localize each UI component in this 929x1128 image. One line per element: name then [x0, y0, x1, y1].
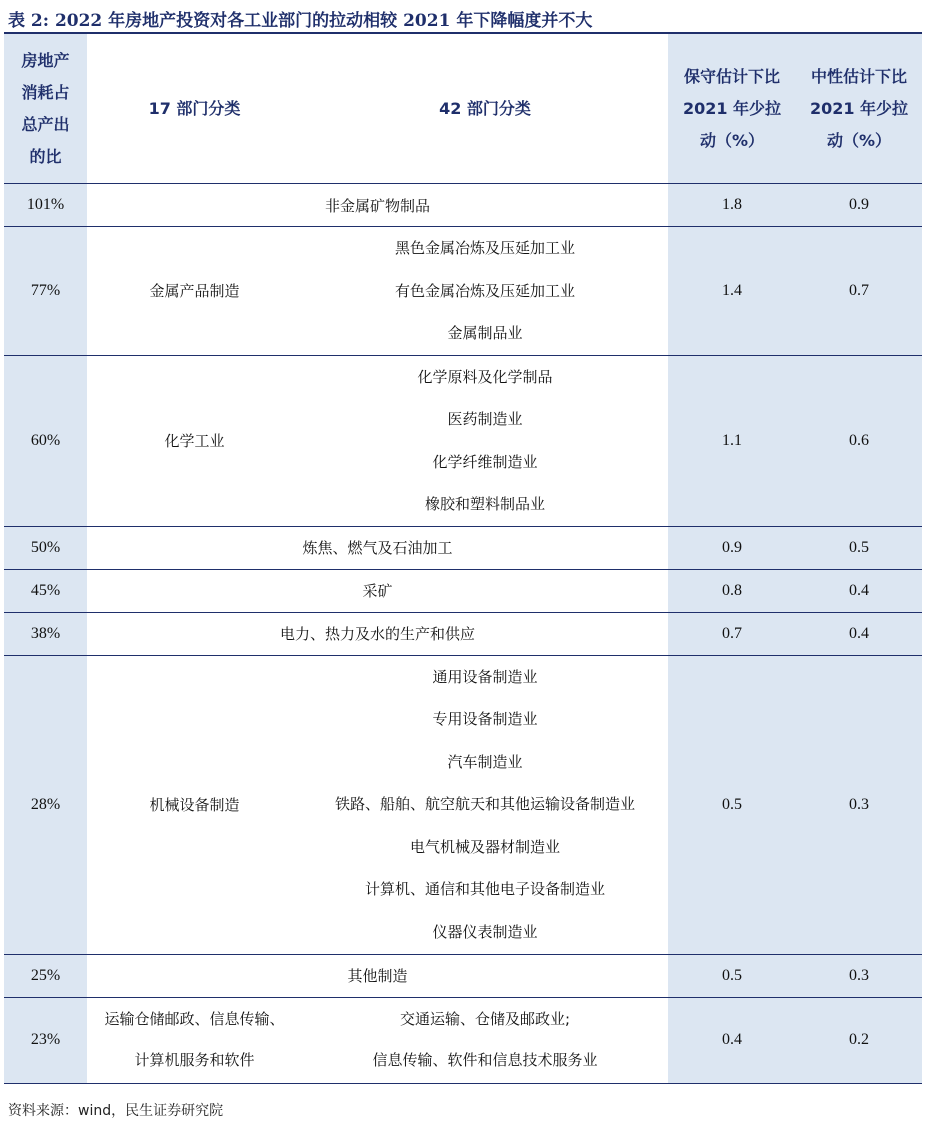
- conservative-cell: 0.7: [668, 612, 796, 655]
- neutral-cell: 0.6: [796, 355, 922, 526]
- table-title: 表 2: 2022 年房地产投资对各工业部门的拉动相较 2021 年下降幅度并不大: [8, 11, 593, 31]
- sector42-item: 计算机、通信和其他电子设备制造业: [364, 880, 605, 899]
- header-row: [4, 34, 922, 184]
- data-table: [4, 34, 922, 1084]
- sector17-cell: 金属产品制造: [87, 227, 302, 356]
- sector17-line: 计算机服务和软件: [134, 1051, 255, 1069]
- ratio-cell: 45%: [4, 569, 87, 612]
- table-row: [4, 655, 922, 954]
- table-row: [4, 526, 922, 569]
- sector42-item: 交通运输、仓储及邮政业;: [399, 1010, 571, 1028]
- sector42-item: 电气机械及器材制造业: [409, 837, 560, 856]
- sector17-cell: 化学工业: [87, 355, 302, 526]
- ratio-cell: 25%: [4, 954, 87, 997]
- sector42-cell: [302, 227, 668, 356]
- sector42-item: 铁路、船舶、航空航天和其他运输设备制造业: [334, 795, 635, 814]
- header-conservative: 保守估计下比 2021 年少拉 动（%）: [668, 34, 796, 184]
- sector-cell: 非金属矿物制品: [87, 184, 668, 227]
- sector42-item: 汽车制造业: [447, 752, 523, 771]
- sector42-cell: [302, 355, 668, 526]
- conservative-cell: 0.5: [668, 954, 796, 997]
- conservative-cell: 1.8: [668, 184, 796, 227]
- conservative-cell: 0.5: [668, 655, 796, 954]
- sector42-item: 专用设备制造业: [432, 710, 538, 729]
- conservative-cell: 0.9: [668, 526, 796, 569]
- sector17-line: 运输仓储邮政、信息传输、: [104, 1010, 285, 1028]
- neutral-cell: 0.2: [796, 997, 922, 1083]
- neutral-cell: 0.5: [796, 526, 922, 569]
- sector42-item: 医药制造业: [447, 410, 523, 428]
- neutral-cell: 0.3: [796, 954, 922, 997]
- sector42-cell: [302, 655, 668, 954]
- ratio-cell: 60%: [4, 355, 87, 526]
- sector42-item: 仪器仪表制造业: [432, 922, 538, 941]
- neutral-cell: 0.4: [796, 612, 922, 655]
- source-note: 资料来源：wind，民生证券研究院: [8, 1103, 224, 1119]
- sector42-item: 黑色金属冶炼及压延加工业: [394, 239, 575, 257]
- sector42-item: 金属制品业: [447, 324, 523, 342]
- header-ratio: 房地产 消耗占 总产出 的比: [4, 34, 87, 184]
- sector17-cell: [87, 997, 302, 1083]
- ratio-cell: 50%: [4, 526, 87, 569]
- table-row: [4, 954, 922, 997]
- ratio-cell: 23%: [4, 997, 87, 1083]
- neutral-cell: 0.7: [796, 227, 922, 356]
- conservative-cell: 0.4: [668, 997, 796, 1083]
- neutral-cell: 0.9: [796, 184, 922, 227]
- sector17-cell: 机械设备制造: [87, 655, 302, 954]
- sector-cell: 其他制造: [87, 954, 668, 997]
- ratio-cell: 28%: [4, 655, 87, 954]
- conservative-cell: 0.8: [668, 569, 796, 612]
- ratio-cell: 101%: [4, 184, 87, 227]
- table-row: [4, 569, 922, 612]
- ratio-cell: 38%: [4, 612, 87, 655]
- sector-cell: 采矿: [87, 569, 668, 612]
- sector42-item: 橡胶和塑料制品业: [424, 495, 545, 513]
- sector-cell: 炼焦、燃气及石油加工: [87, 526, 668, 569]
- sector42-item: 通用设备制造业: [432, 667, 538, 686]
- conservative-cell: 1.4: [668, 227, 796, 356]
- table-row: [4, 997, 922, 1083]
- sector42-item: 化学纤维制造业: [432, 452, 538, 471]
- ratio-cell: 77%: [4, 227, 87, 356]
- sector42-item: 有色金属冶炼及压延加工业: [394, 281, 575, 300]
- sector42-item: 信息传输、软件和信息技术服务业: [372, 1051, 598, 1069]
- table-row: [4, 184, 922, 227]
- table-row: [4, 227, 922, 356]
- header-17-sectors: 17 部门分类: [87, 34, 302, 184]
- conservative-cell: 1.1: [668, 355, 796, 526]
- header-neutral: 中性估计下比 2021 年少拉 动（%）: [796, 34, 922, 184]
- neutral-cell: 0.4: [796, 569, 922, 612]
- sector42-item: 化学原料及化学制品: [417, 367, 553, 386]
- sector-cell: 电力、热力及水的生产和供应: [87, 612, 668, 655]
- sector42-cell: [302, 997, 668, 1083]
- header-42-sectors: 42 部门分类: [302, 34, 668, 184]
- neutral-cell: 0.3: [796, 655, 922, 954]
- table-row: [4, 355, 922, 526]
- table-row: [4, 612, 922, 655]
